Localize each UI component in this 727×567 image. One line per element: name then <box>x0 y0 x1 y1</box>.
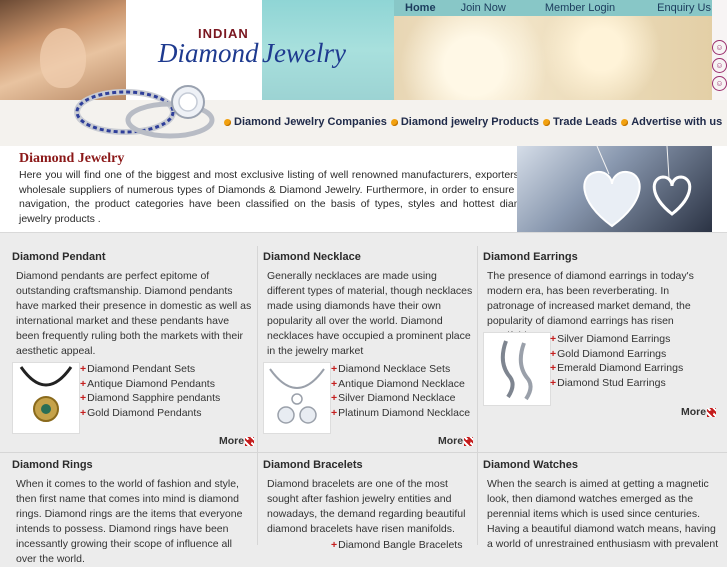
bokeh-banner-image <box>394 16 712 100</box>
more-link[interactable] <box>438 435 473 447</box>
product-title[interactable]: Diamond Necklace <box>263 251 361 263</box>
logo-indian-text[interactable]: INDIAN <box>198 26 249 41</box>
product-link[interactable]: + Diamond Bangle Bracelets <box>331 538 462 553</box>
product-link[interactable]: + Diamond Stud Earrings <box>550 376 683 391</box>
top-navigation <box>394 0 712 16</box>
nav-enquiry-link[interactable]: Enquiry Us <box>657 2 711 14</box>
more-link[interactable] <box>219 435 254 447</box>
product-description: When it comes to the world of fashion and style, then first name that comes into mind is diamond rings. Diamond rings are the items that everyone intends to possess. Diamond rings have been incessantly growing their scope of influence all over the world. <box>16 478 243 565</box>
product-link[interactable]: + Silver Diamond Necklace <box>331 391 470 406</box>
product-link[interactable]: + Gold Diamond Earrings <box>550 347 683 362</box>
product-title[interactable]: Diamond Pendant <box>12 251 106 263</box>
category-item <box>543 116 617 128</box>
more-label: More <box>681 406 707 418</box>
earrings-thumbnail[interactable] <box>483 332 551 406</box>
product-link[interactable]: + Antique Diamond Necklace <box>331 377 470 392</box>
product-links-list <box>550 332 683 390</box>
logo-diamond-text[interactable]: Diamond <box>158 38 259 68</box>
product-description: Diamond bracelets are one of the most sought after fashion jewelry entities and nowadays, the demand regarding beautiful diamond bracelets have risen manifolds. <box>267 478 466 535</box>
category-item <box>224 116 387 128</box>
product-link[interactable]: + Silver Diamond Earrings <box>550 332 683 347</box>
product-description: Generally necklaces are made using different types of material, though necklaces made using diamonds have their own popularity all over the world. Diamond necklaces have occupied a prominent place in the jewelry market <box>267 270 473 357</box>
category-item <box>621 116 722 128</box>
section-divider <box>0 232 727 233</box>
product-link[interactable]: + Diamond Sapphire pendants <box>80 391 220 406</box>
diamond-rings-image <box>70 62 220 144</box>
social-icon[interactable]: ☺ <box>712 58 727 73</box>
product-link[interactable]: + Gold Diamond Pendants <box>80 406 220 421</box>
more-link[interactable] <box>681 406 716 418</box>
nav-home-link[interactable]: Home <box>405 2 436 14</box>
pendant-thumbnail[interactable] <box>12 362 80 434</box>
intro-text: Here you will find one of the biggest and most exclusive listing of well renowned manufacturers, exporters and wholesale suppliers of numerous types of Diamonds & Diamond Jewelry. Furthermore, in order to ensure easy navigation, the product categories have been classified on the basis of types, styles and hottest diamond jewelry products . <box>19 169 540 225</box>
social-icon[interactable]: ☺ <box>712 40 727 55</box>
category-companies-link[interactable]: Diamond Jewelry Companies <box>234 116 387 128</box>
more-label: More <box>438 435 464 447</box>
product-title[interactable]: Diamond Watches <box>483 459 578 471</box>
side-icon-strip <box>712 0 727 100</box>
product-links-list <box>331 362 470 420</box>
category-products-link[interactable]: Diamond jewelry Products <box>400 116 539 128</box>
product-title[interactable]: Diamond Rings <box>12 459 93 471</box>
product-link[interactable]: + Antique Diamond Pendants <box>80 377 220 392</box>
product-links-list <box>331 538 462 553</box>
product-title[interactable]: Diamond Bracelets <box>263 459 363 471</box>
product-link[interactable]: + Platinum Diamond Necklace <box>331 406 470 421</box>
bullet-icon <box>224 119 231 126</box>
column-divider <box>477 246 478 545</box>
more-arrow-icon <box>464 437 473 446</box>
product-link[interactable]: + Diamond Pendant Sets <box>80 362 220 377</box>
social-icon[interactable]: ☺ <box>712 76 727 91</box>
more-label: More <box>219 435 245 447</box>
bullet-icon <box>621 119 628 126</box>
more-arrow-icon <box>707 408 716 417</box>
product-title[interactable]: Diamond Earrings <box>483 251 578 263</box>
logo-jewelry-text[interactable]: Jewelry <box>262 38 346 68</box>
category-trade-leads-link[interactable]: Trade Leads <box>552 116 618 128</box>
row-divider <box>0 452 727 453</box>
bullet-icon <box>543 119 550 126</box>
product-description: The presence of diamond earrings in today's modern era, has been reverberating. In patronage of increased market demand, the popularity of diamond earrings has risen manifolds. <box>487 270 694 342</box>
product-link[interactable]: + Diamond Necklace Sets <box>331 362 470 377</box>
intro-section <box>0 146 727 232</box>
intro-title: Diamond Jewelry <box>19 151 125 166</box>
column-divider <box>257 246 258 545</box>
category-item <box>391 116 539 128</box>
nav-join-now-link[interactable]: Join Now <box>460 2 506 14</box>
product-description: Diamond pendants are perfect epitome of outstanding craftsmanship. Diamond pendants have marked their presence in domestic as well as international market and these pendants have been frequently ruling both the markets with their aesthetic appeal. <box>16 270 252 357</box>
more-arrow-icon <box>245 437 254 446</box>
necklace-thumbnail[interactable] <box>263 362 331 434</box>
nav-member-login-link[interactable]: Member Login <box>544 2 616 14</box>
product-links-list <box>80 362 220 420</box>
site-header <box>0 0 727 146</box>
category-navigation <box>224 114 726 130</box>
heart-pendants-image <box>517 146 712 232</box>
product-link[interactable]: + Emerald Diamond Earrings <box>550 361 683 376</box>
bullet-icon <box>391 119 398 126</box>
category-advertise-link[interactable]: Advertise with us <box>631 116 723 128</box>
product-description: When the search is aimed at getting a magnetic look, then diamond watches emerged as the perennial items which is used since centuries. Having a beautiful diamond watch means, having a world of unrestrained enthusiasm with prevalent <box>487 478 719 550</box>
